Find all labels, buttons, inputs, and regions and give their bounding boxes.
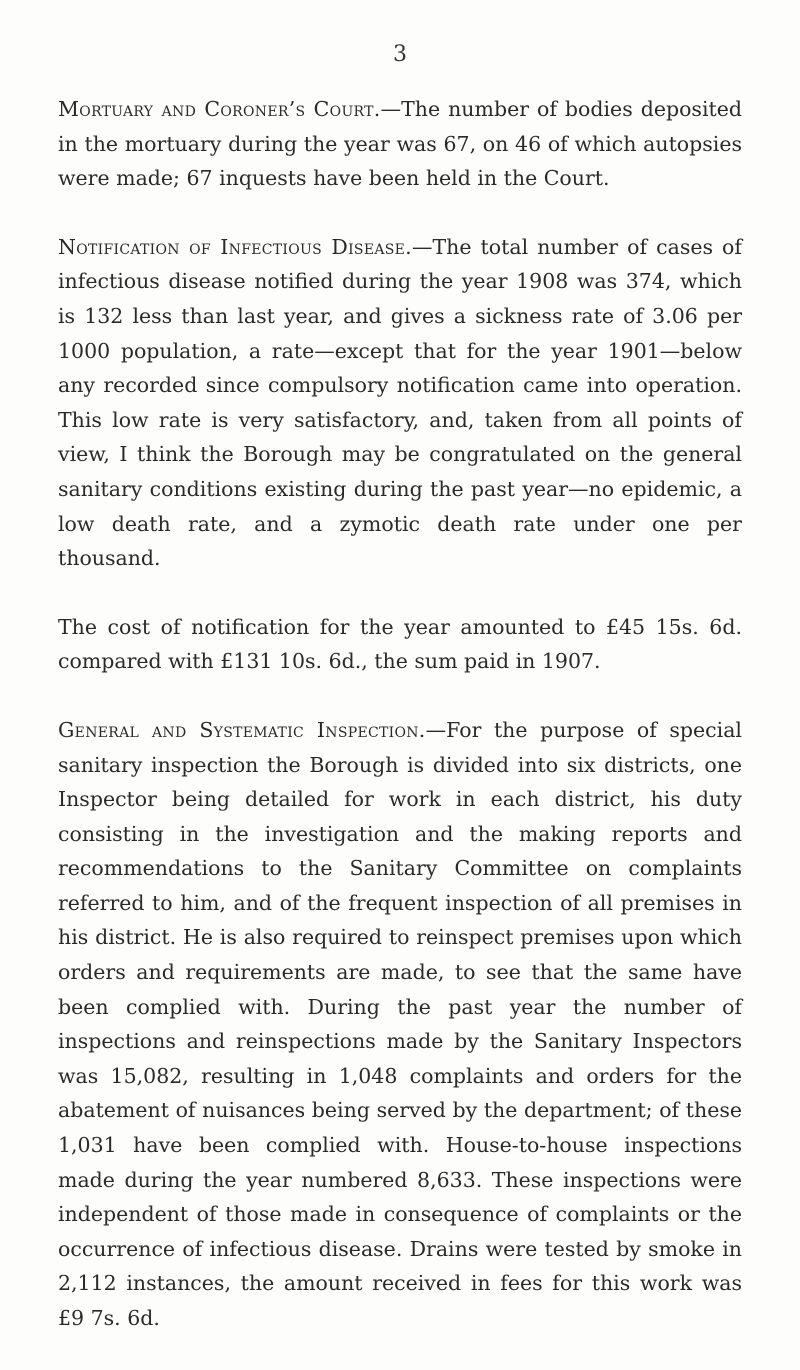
- paragraph-mortuary: [58, 92, 742, 196]
- section-heading-notification: Notification of Infectious Disease.: [58, 234, 412, 259]
- section-heading-inspection: General and Systematic Inspection.: [58, 717, 426, 742]
- paragraph-text: The cost of notification for the year amounted to £45 15s. 6d. compared with £131 10s. 6d., the sum paid in 1907.: [58, 614, 742, 674]
- body-text: [58, 92, 742, 1370]
- paragraph-text: —The number of bodies deposited in the mortuary during the year was 67, on 46 of which autopsies were made; 67 inquests have been held in the Court.: [58, 97, 742, 191]
- paragraph-notification: [58, 230, 742, 576]
- section-heading-mortuary: Mortuary and Coroner’s Court.: [58, 97, 381, 121]
- paragraph-inspection: [58, 713, 742, 1336]
- page-number: 3: [393, 42, 407, 67]
- paragraph-cost: [58, 610, 742, 679]
- paragraph-text: —The total number of cases of infectious disease notified during the year 1908 was 374, which is 132 less than last year, and gives a sickness rate of 3.06 per 1000 population, a rate—except that for the year 1901—below any recorded since compulsory notification came into operation. This low rate is very satisfactory, and, taken from all points of view, I think the Borough may be congratulated on the general sanitary conditions existing during the past year—no epidemic, a low death rate, and a zymotic death rate under one per thousand.: [58, 234, 742, 571]
- paragraph-text: —For the purpose of special sanitary inspection the Borough is divided into six districts, one Inspector being detailed for work in each district, his duty consisting in the investigation and the making reports and recommendations to the Sanitary Committee on complaints referred to him, and of the frequent inspection of all premises in his district. He is also required to reinspect premises upon which orders and requirements are made, to see that the same have been complied with. During the past year the number of inspections and reinspections made by the Sanitary Inspectors was 15,082, resulting in 1,048 complaints and orders for the abatement of nuisances being served by the department; of these 1,031 have been complied with. House-to-house inspections made during the year numbered 8,633. These inspections were independent of those made in consequence of complaints or the occurrence of infectious disease. Drains were tested by smoke in 2,112 instances, the amount received in fees for this work was £9 7s. 6d.: [58, 717, 742, 1330]
